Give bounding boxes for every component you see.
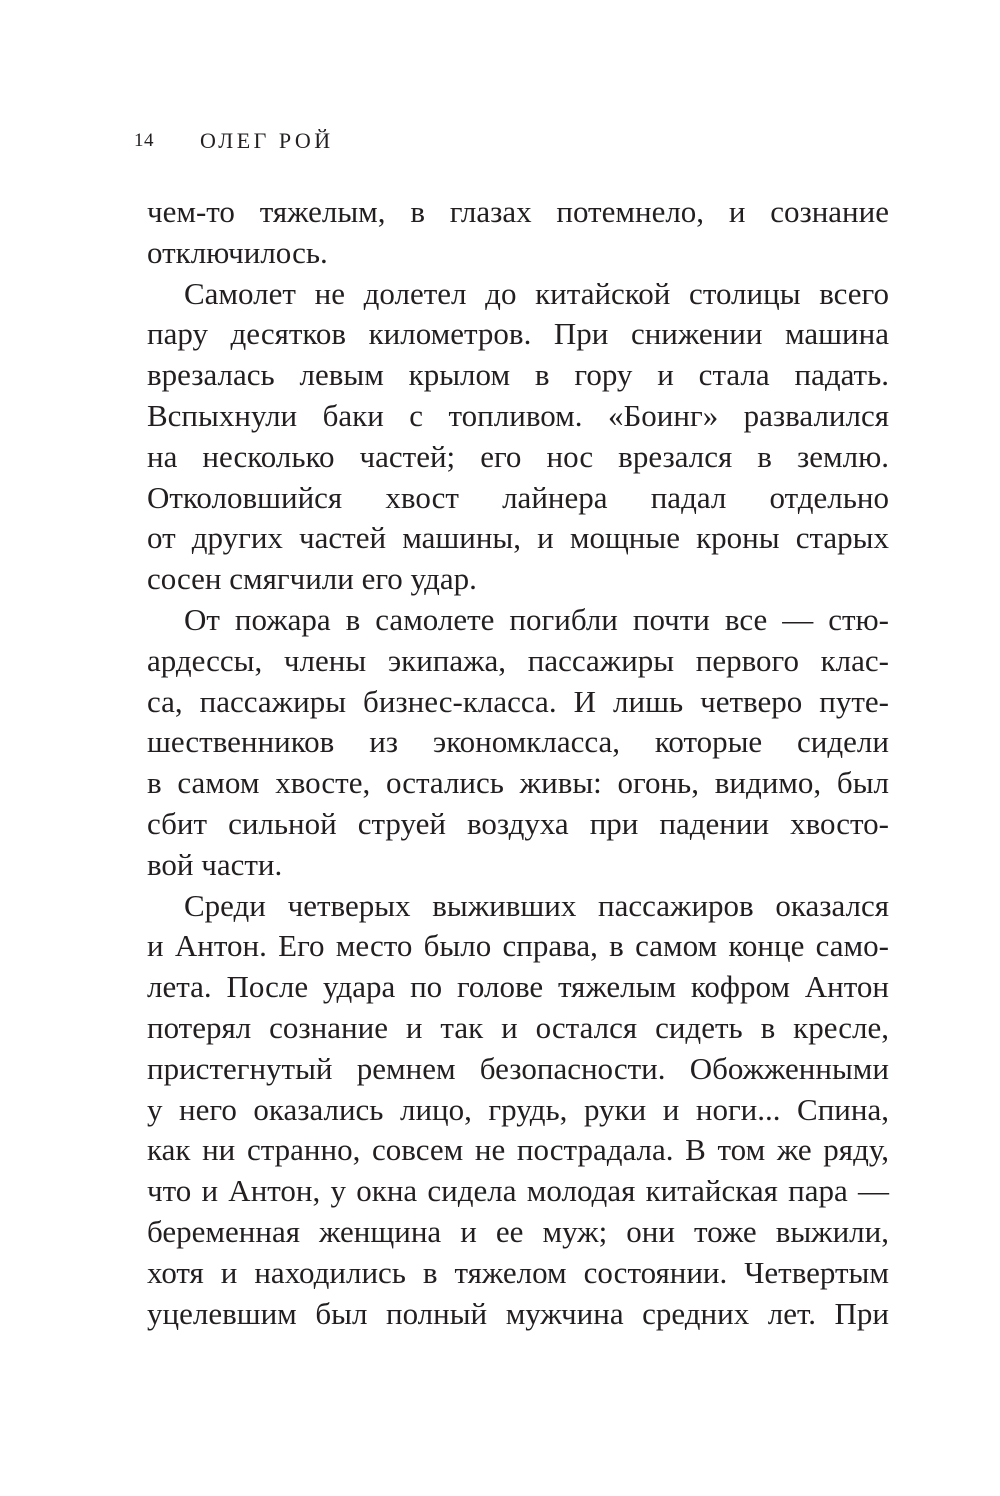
text-line: пару десятков километров. При снижении машина [147, 316, 889, 352]
text-line: отключилось. [147, 234, 328, 270]
text-line: сосен смягчили его удар. [147, 561, 477, 597]
text-line: и Антон. Его место было справа, в самом конце само- [147, 928, 889, 964]
text-line: беременная женщина и ее муж; они тоже выжили, [147, 1213, 889, 1249]
running-title: ОЛЕГ РОЙ [200, 128, 334, 153]
text-line: как ни странно, совсем не пострадала. В том же ряду, [147, 1132, 889, 1168]
text-line: врезалась левым крылом в гору и стала падать. [147, 357, 889, 393]
text-line: вой части. [147, 846, 283, 882]
text-line: что и Антон, у окна сидела молодая китайская пара — [147, 1173, 889, 1209]
text-line: лета. После удара по голове тяжелым кофром Антон [147, 969, 889, 1005]
text-line: хотя и находились в тяжелом состоянии. Четвертым [147, 1254, 889, 1290]
text-line: потерял сознание и так и остался сидеть в кресле, [147, 1009, 889, 1045]
text-line: уцелевшим был полный мужчина средних лет. При [147, 1295, 889, 1331]
text-line: сбит сильной струей воздуха при падении хвосто- [147, 805, 889, 841]
text-line: Вспыхнули баки с топливом. «Боинг» развалился [147, 397, 889, 433]
text-line: у него оказались лицо, грудь, руки и ноги... Спина, [147, 1091, 889, 1127]
text-line: чем-то тяжелым, в глазах потемнело, и сознание [147, 194, 889, 229]
text-line: са, пассажиры бизнес-класса. И лишь четверо путе- [147, 683, 889, 719]
page-number: 14 [134, 130, 154, 151]
text-line: в самом хвосте, остались живы: огонь, видимо, был [147, 765, 889, 801]
text-line: пристегнутый ремнем безопасности. Обожженными [147, 1050, 889, 1086]
text-line: на несколько частей; его нос врезался в землю. [147, 438, 889, 474]
text-line: Среди четверых выживших пассажиров оказался [184, 887, 889, 923]
text-line: От пожара в самолете погибли почти все — стю- [184, 601, 889, 637]
text-line: Отколовшийся хвост лайнера падал отдельно [147, 479, 889, 515]
page-body [147, 192, 889, 1334]
text-line: от других частей машины, и мощные кроны старых [147, 520, 889, 556]
text-line: ардессы, члены экипажа, пассажиры первого клас- [147, 642, 889, 678]
text-line: Самолет не долетел до китайской столицы всего [184, 275, 889, 311]
text-line: шественников из экономкласса, которые сидели [147, 724, 889, 760]
running-head [134, 127, 334, 155]
